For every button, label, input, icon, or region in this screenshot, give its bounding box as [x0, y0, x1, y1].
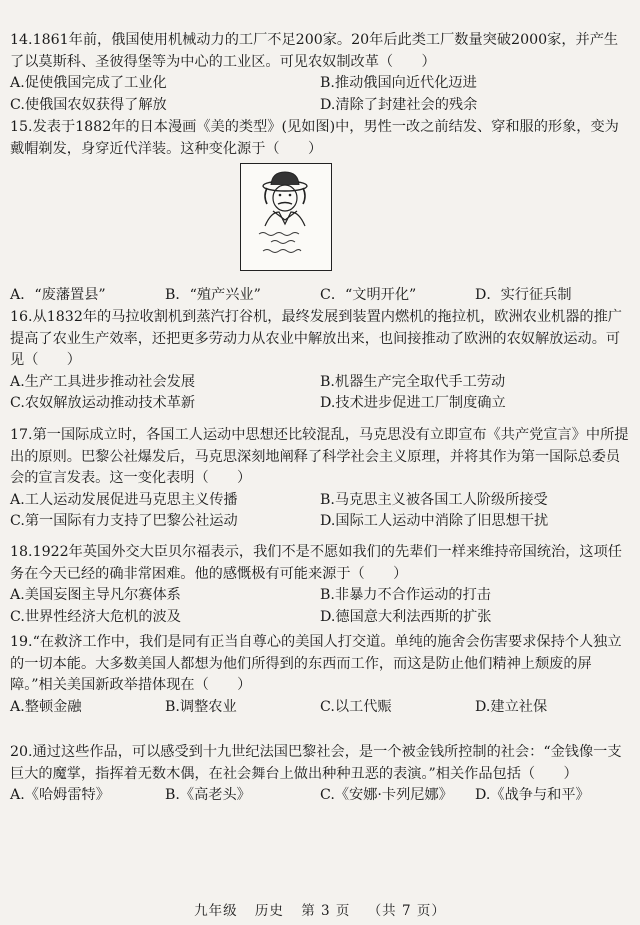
- footer-grade: 九年级: [194, 903, 238, 919]
- option-b: B.调整农业: [165, 698, 237, 715]
- options: [10, 372, 630, 415]
- question-stem: 17.第一国际成立时，各国工人运动中思想还比较混乱，马克思没有立即宣布《共产党宣言》中所提出的原则。巴黎公社爆发后，马克思深刻地阐释了科学社会主义原理，并将其作为第一国际总委员会的宣言发表。这一变化表明（ ）: [10, 427, 629, 486]
- option-d: D.建立社保: [475, 698, 548, 715]
- option-d: D.国际工人运动中消除了旧思想干扰: [320, 513, 549, 529]
- question-19: [10, 632, 630, 718]
- option-b: B.马克思主义被各国工人阶级所接受: [320, 491, 548, 508]
- option-c: C.农奴解放运动推动技术革新: [10, 395, 196, 411]
- question-stem: 19.“在救济工作中，我们是同有正当自尊心的美国人打交道。单纯的施舍会伤害要求保持个人独立的一切本能。大多数美国人都想为他们所得到的东西而工作，而这是防止他们精神上颓废的屏障。”相关美国新政举措体现在（ ）: [10, 634, 622, 693]
- page-footer: [0, 899, 640, 919]
- options: [10, 785, 630, 807]
- option-a: A.《哈姆雷特》: [10, 787, 110, 803]
- option-b: B.机器生产完全取代手工劳动: [320, 373, 506, 390]
- question-20: [10, 742, 630, 807]
- option-c: C.《安娜·卡列尼娜》: [320, 787, 453, 803]
- option-a: A.生产工具进步推动社会发展: [10, 373, 196, 390]
- option-a: A.促使俄国完成了工业化: [10, 75, 167, 91]
- footer-page: 第 3 页: [301, 903, 351, 919]
- footer-subject: 历史: [254, 903, 284, 919]
- question-17: [10, 425, 630, 533]
- options: [10, 697, 630, 719]
- options: [10, 585, 630, 628]
- options: [10, 73, 630, 116]
- options: [10, 285, 630, 307]
- footer-total: （共 7 页）: [367, 903, 446, 919]
- option-a: A．“废藩置县”: [10, 287, 106, 303]
- option-a: A.工人运动发展促进马克思主义传播: [10, 491, 238, 508]
- option-c: C．“文明开化”: [320, 287, 417, 303]
- option-c: C.第一国际有力支持了巴黎公社运动: [10, 513, 238, 529]
- cartoon-drawing: [241, 164, 330, 269]
- option-c: C.使俄国农奴获得了解放: [10, 96, 167, 113]
- question-stem: 16.从1832年的马拉收割机到蒸汽打谷机，最终发展到装置内燃机的拖拉机，欧洲农业机器的推广提高了农业生产效率，还把更多劳动力从农业中解放出来，也间接推动了欧洲的农奴解放运动。可见（ ）: [10, 309, 622, 368]
- option-b: B.推动俄国向近代化迈进: [320, 75, 477, 91]
- option-b: B.非暴力不合作运动的打击: [320, 587, 491, 603]
- question-15: [10, 117, 630, 160]
- question-stem: 18.1922年英国外交大臣贝尔福表示，我们不是不愿如我们的先辈们一样来维持帝国统治，这项任务在今天已经的确非常困难。他的感慨极有可能来源于（ ）: [10, 544, 622, 582]
- cartoon-figure: [240, 163, 332, 271]
- option-d: D.技术进步促进工厂制度确立: [320, 395, 506, 411]
- option-a: A.美国妄图主导凡尔赛体系: [10, 587, 181, 603]
- option-d: D.清除了封建社会的残余: [320, 96, 478, 113]
- option-d: D.《战争与和平》: [475, 787, 590, 803]
- question-15-options: [10, 285, 630, 307]
- option-a: A.整顿金融: [10, 698, 82, 715]
- option-c: C.以工代赈: [320, 698, 392, 715]
- question-stem: 20.通过这些作品，可以感受到十九世纪法国巴黎社会，是一个被金钱所控制的社会：“金钱像一支巨大的魔掌，指挥着无数木偶，在社会舞台上做出种种丑恶的表演。”相关作品包括（ ）: [10, 744, 622, 782]
- question-16: [10, 307, 630, 415]
- question-stem: 14.1861年前，俄国使用机械动力的工厂不足200家。20年后此类工厂数量突破2000家，并产生了以莫斯科、圣彼得堡等为中心的工业区。可见农奴制改革（ ）: [10, 32, 619, 70]
- question-18: [10, 542, 630, 628]
- option-b: B.《高老头》: [165, 787, 251, 803]
- question-stem: 15.发表于1882年的日本漫画《美的类型》(见如图)中，男性一改之前结发、穿和服的形象，变为戴帽剃发，身穿近代洋装。这种变化源于（ ）: [10, 119, 619, 157]
- option-d: D.德国意大利法西斯的扩张: [320, 608, 492, 625]
- option-d: D．实行征兵制: [475, 287, 572, 303]
- options: [10, 490, 630, 533]
- question-14: [10, 30, 630, 116]
- option-c: C.世界性经济大危机的波及: [10, 608, 181, 625]
- option-b: B．“殖产兴业”: [165, 287, 261, 303]
